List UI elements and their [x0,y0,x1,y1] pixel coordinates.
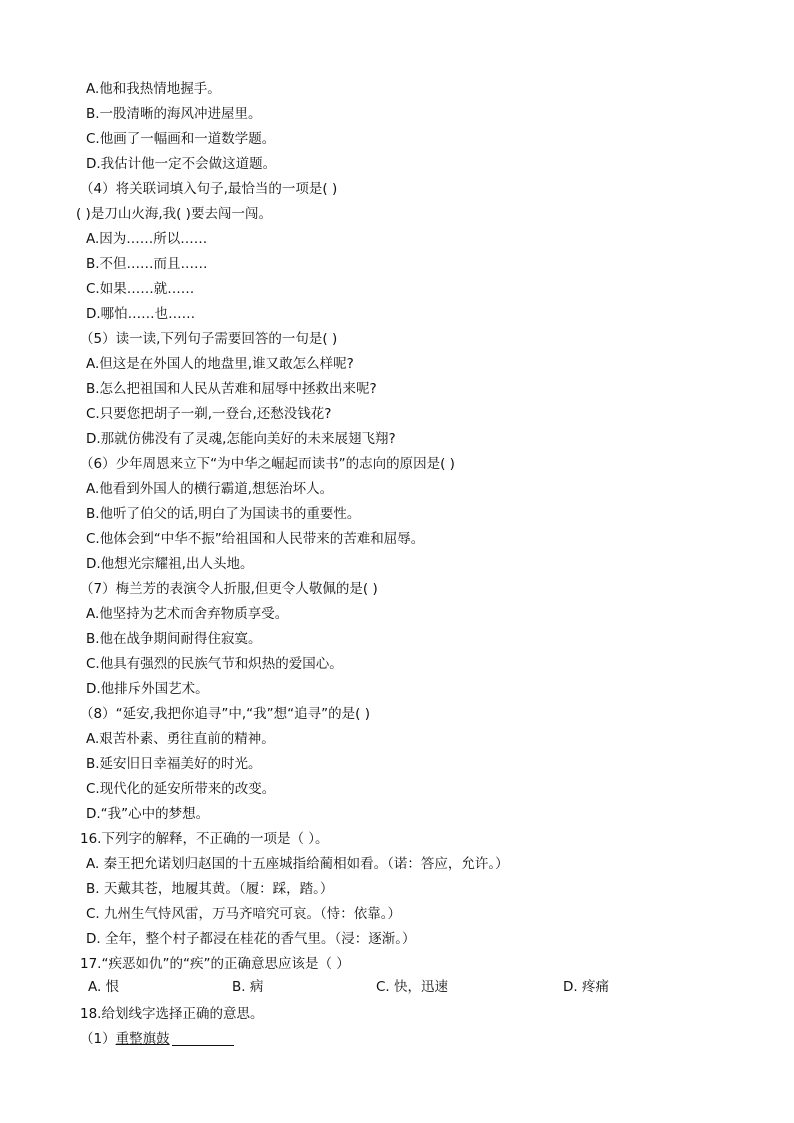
option-line: A.因为……所以…… [86,231,208,247]
option-line: A. 秦王把允诺划归赵国的十五座城指给蔺相如看。（诺：答应，允许。） [86,856,509,872]
option-line: B.一股清晰的海风冲进屋里。 [86,106,262,122]
question-line: （8）“延安,我把你追寻”中,“我”想“追寻”的是( ) [80,706,370,722]
option-line: D.哪怕……也…… [86,306,196,322]
option-line: C.现代化的延安所带来的改变。 [86,781,276,797]
option-line: C.他画了一幅画和一道数学题。 [86,131,276,147]
option-line: B. 天戴其苍，地履其黄。（履：踩，踏。） [86,881,334,897]
q18-title: 18.给划线字选择正确的意思。 [80,1006,264,1022]
option-line: A.他和我热情地握手。 [86,81,221,97]
option-line: D.他排斥外国艺术。 [86,681,209,697]
option-line: C.他具有强烈的民族气节和炽热的爱国心。 [86,656,343,672]
q18-item-prefix: （1） [80,1031,116,1047]
q17-option: C. 快，迅速 [376,979,449,995]
question-line: （6）少年周恩来立下“为中华之崛起而读书”的志向的原因是( ) [80,456,455,472]
q17-option: D. 疼痛 [563,979,609,995]
option-line: B.他在战争期间耐得住寂寞。 [86,631,262,647]
option-line: D.我估计他一定不会做这道题。 [86,156,277,172]
option-line: D.那就仿佛没有了灵魂,怎能向美好的未来展翅飞翔? [86,431,396,447]
option-line: A.他坚持为艺术而舍弃物质享受。 [86,606,289,622]
option-line: C.他体会到“中华不振”给祖国和人民带来的苦难和屈辱。 [86,531,425,547]
option-line: A.艰苦朴素、勇往直前的精神。 [86,731,275,747]
option-line: C.只要您把胡子一剃,一登台,还愁没钱花? [86,406,332,422]
question-line: ( )是刀山火海,我( )要去闯一闯。 [76,206,272,222]
option-line: D.他想光宗耀祖,出人头地。 [86,556,254,572]
q17-option: B. 病 [232,979,264,995]
option-line: B.延安旧日幸福美好的时光。 [86,756,262,772]
q17-option: A. 恨 [88,979,120,995]
option-line: C. 九州生气恃风雷，万马齐喑究可哀。（恃：依靠。） [86,906,402,922]
option-line: A.但这是在外国人的地盘里,谁又敢怎么样呢? [86,356,354,372]
q18-item-1 [80,1030,234,1048]
question-line: （7）梅兰芳的表演令人折服,但更令人敬佩的是( ) [80,581,378,597]
question-line: （4）将关联词填入句子,最恰当的一项是( ) [80,181,338,197]
question-line: 17.“疾恶如仇”的“疾”的正确意思应该是（ ） [80,956,350,972]
answer-blank[interactable] [172,1031,234,1046]
q18-item-word: 重整旗鼓 [115,1031,170,1047]
option-line: B.不但……而且…… [86,256,208,272]
option-line: C.如果……就…… [86,281,195,297]
option-line: B.怎么把祖国和人民从苦难和屈辱中拯救出来呢? [86,381,377,397]
question-line: （5）读一读,下列句子需要回答的一句是( ) [80,331,338,347]
option-line: D.“我”心中的梦想。 [86,806,210,822]
option-line: D. 全年，整个村子都浸在桂花的香气里。（浸：逐渐。） [86,931,416,947]
question-line: 16.下列字的解释，不正确的一项是（ ）。 [80,831,329,847]
option-line: B.他听了伯父的话,明白了为国读书的重要性。 [86,506,361,522]
option-line: A.他看到外国人的横行霸道,想惩治坏人。 [86,481,334,497]
